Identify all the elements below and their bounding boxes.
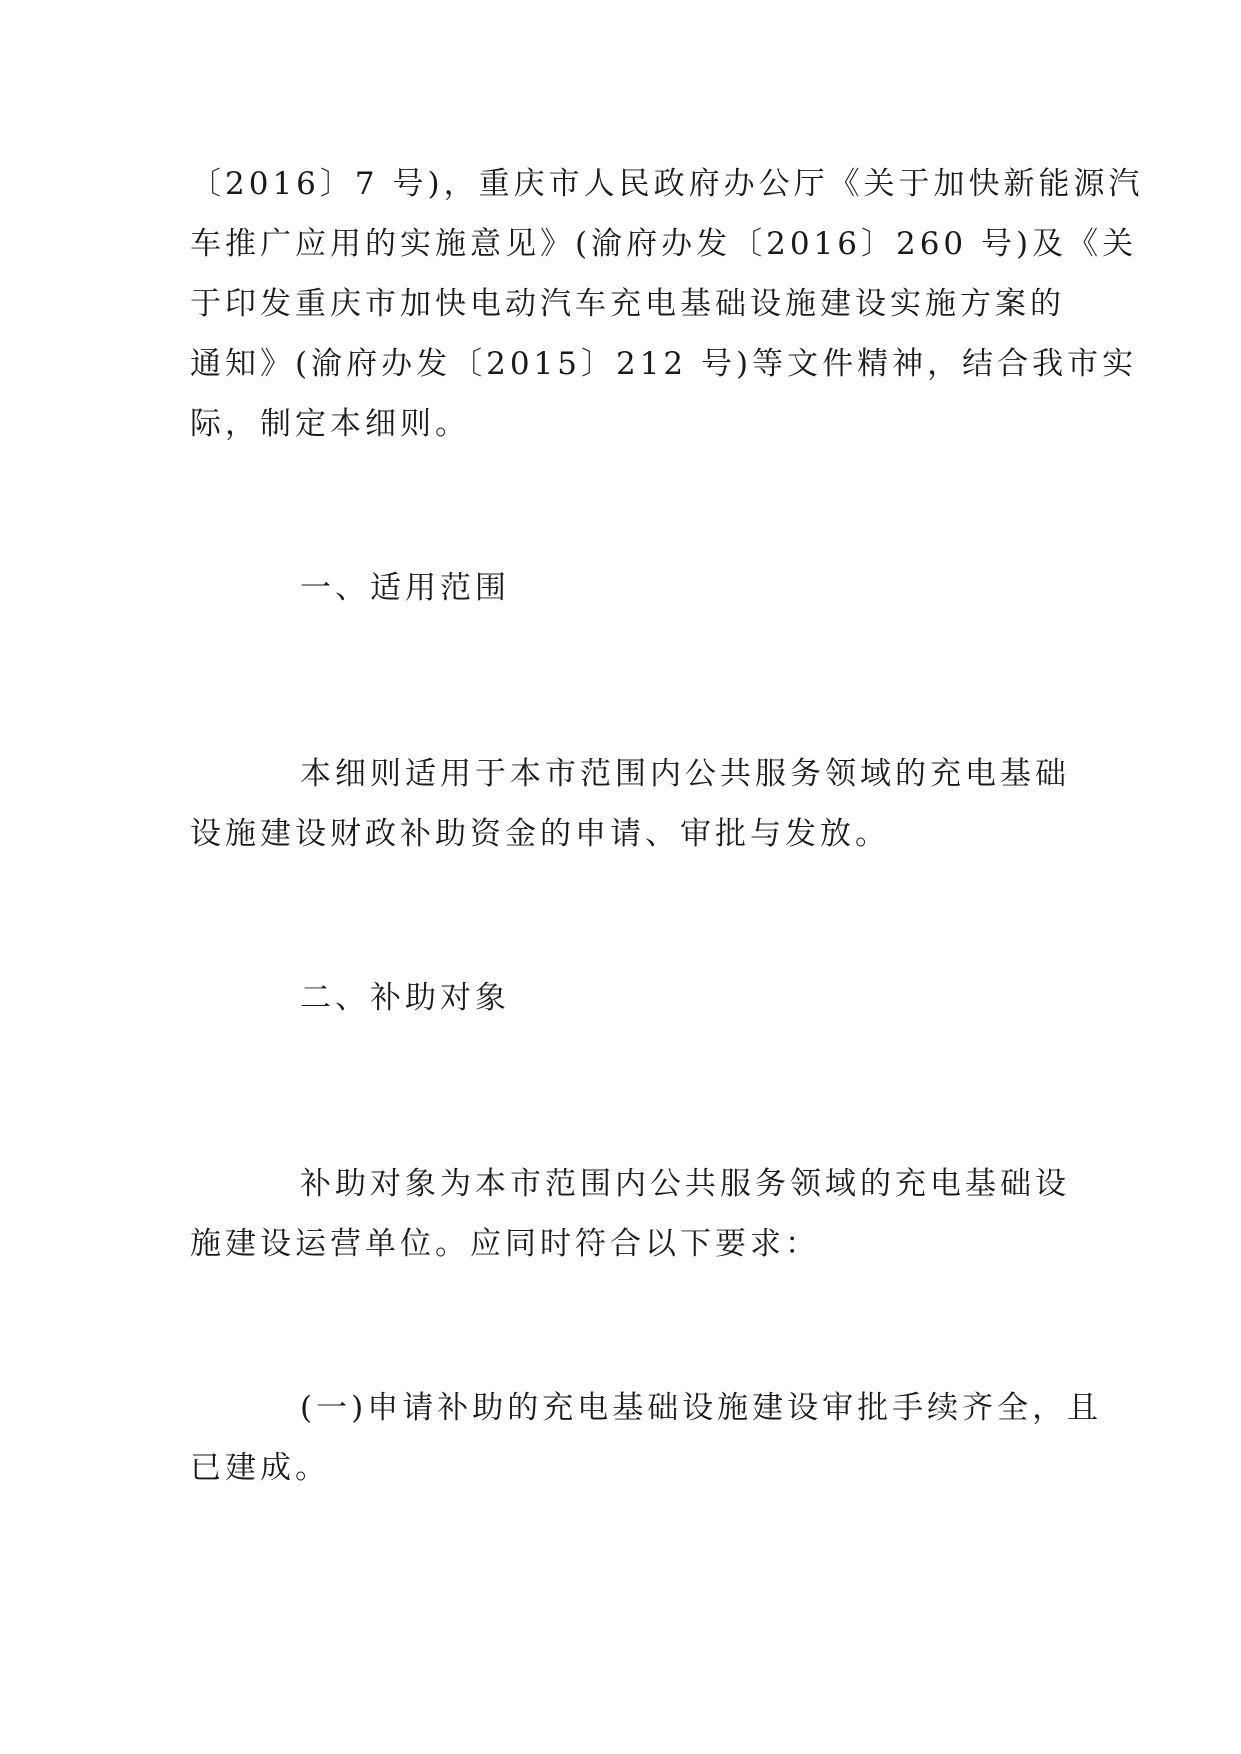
section-1-body-line-2: 设施建设财政补助资金的申请、审批与发放。 <box>190 816 890 852</box>
intro-line-5: 际，制定本细则。 <box>190 406 470 442</box>
item-1-line-1: (一)申请补助的充电基础设施建设审批手续齐全，且 <box>300 1390 1103 1426</box>
intro-line-1: 〔2016〕7 号)，重庆市人民政府办公厅《关于加快新能源汽 <box>190 166 1144 202</box>
section-2-heading: 二、补助对象 <box>300 980 510 1016</box>
intro-line-2: 车推广应用的实施意见》(渝府办发〔2016〕260 号)及《关 <box>190 226 1138 262</box>
section-1-heading: 一、适用范围 <box>300 570 510 606</box>
intro-line-3: 于印发重庆市加快电动汽车充电基础设施建设实施方案的 <box>190 286 1065 322</box>
item-1-line-2: 已建成。 <box>190 1450 330 1486</box>
intro-line-4: 通知》(渝府办发〔2015〕212 号)等文件精神，结合我市实 <box>190 346 1138 382</box>
section-2-body-line-2: 施建设运营单位。应同时符合以下要求： <box>190 1226 820 1262</box>
section-2-body-line-1: 补助对象为本市范围内公共服务领域的充电基础设 <box>300 1166 1070 1202</box>
section-1-body-line-1: 本细则适用于本市范围内公共服务领域的充电基础 <box>300 756 1070 792</box>
